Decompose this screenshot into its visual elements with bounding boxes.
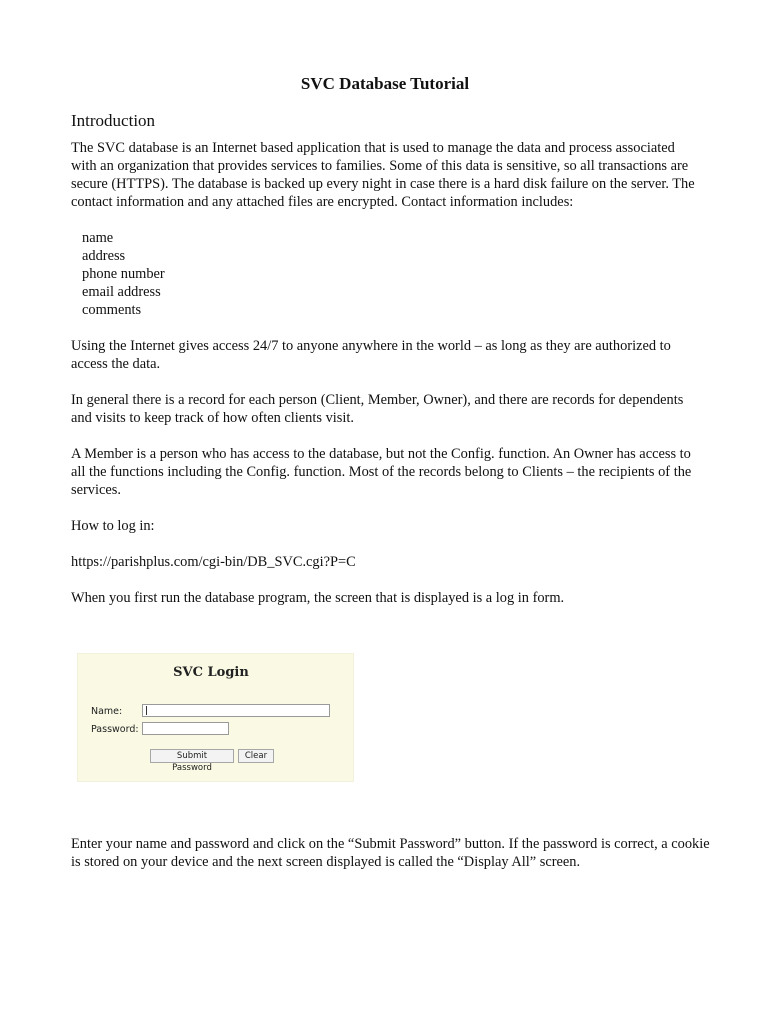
text-caret [146, 706, 147, 715]
login-url: https://parishplus.com/cgi-bin/DB_SVC.cgi?P=C [71, 554, 356, 570]
internet-access-paragraph: Using the Internet gives access 24/7 to anyone anywhere in the world – as long as they are authorized to access the data. [71, 338, 671, 372]
intro-heading: Introduction [71, 111, 156, 130]
name-input[interactable] [142, 704, 330, 717]
post-login-section [71, 835, 711, 871]
contact-info-list [71, 229, 701, 319]
password-label: Password: [91, 724, 139, 735]
member-owner-paragraph: A Member is a person who has access to the database, but not the Config. function. An Owner has access to all the functions including the Config. function. Most of the records belong to Clients – the recipients of the services. [71, 446, 692, 498]
document-title: SVC Database Tutorial [300, 74, 470, 93]
list-item: comments [82, 302, 142, 318]
records-paragraph: In general there is a record for each person (Client, Member, Owner), and there are records for dependents and visits to keep track of how often clients visit. [71, 392, 684, 426]
submit-password-button[interactable]: Submit Password [150, 749, 234, 763]
login-form-title: SVC Login [173, 665, 249, 680]
how-to-login-heading: How to log in: [71, 518, 155, 534]
intro-paragraph: The SVC database is an Internet based application that is used to manage the data and process associated with an organization that provides services to families. Some of this data is sensitive, so all transactions are secure (HTTPS). The database is backed up every night in case there is a hard disk failure on the server. The contact information and any attached files are encrypted. Contact information includes: [71, 140, 695, 210]
list-item: name [82, 230, 114, 246]
list-item: address [82, 248, 126, 264]
login-form-screenshot [77, 653, 354, 782]
first-run-paragraph: When you first run the database program, the screen that is displayed is a log in form. [71, 590, 565, 606]
enter-credentials-paragraph: Enter your name and password and click on the “Submit Password” button. If the password is correct, a cookie is stored on your device and the next screen displayed is called the “Display All” screen. [71, 836, 710, 870]
list-item: phone number [82, 266, 165, 282]
clear-button[interactable]: Clear [238, 749, 274, 763]
name-label: Name: [91, 706, 123, 717]
list-item: email address [82, 284, 161, 300]
document-body [71, 139, 701, 607]
password-input[interactable] [142, 722, 229, 735]
